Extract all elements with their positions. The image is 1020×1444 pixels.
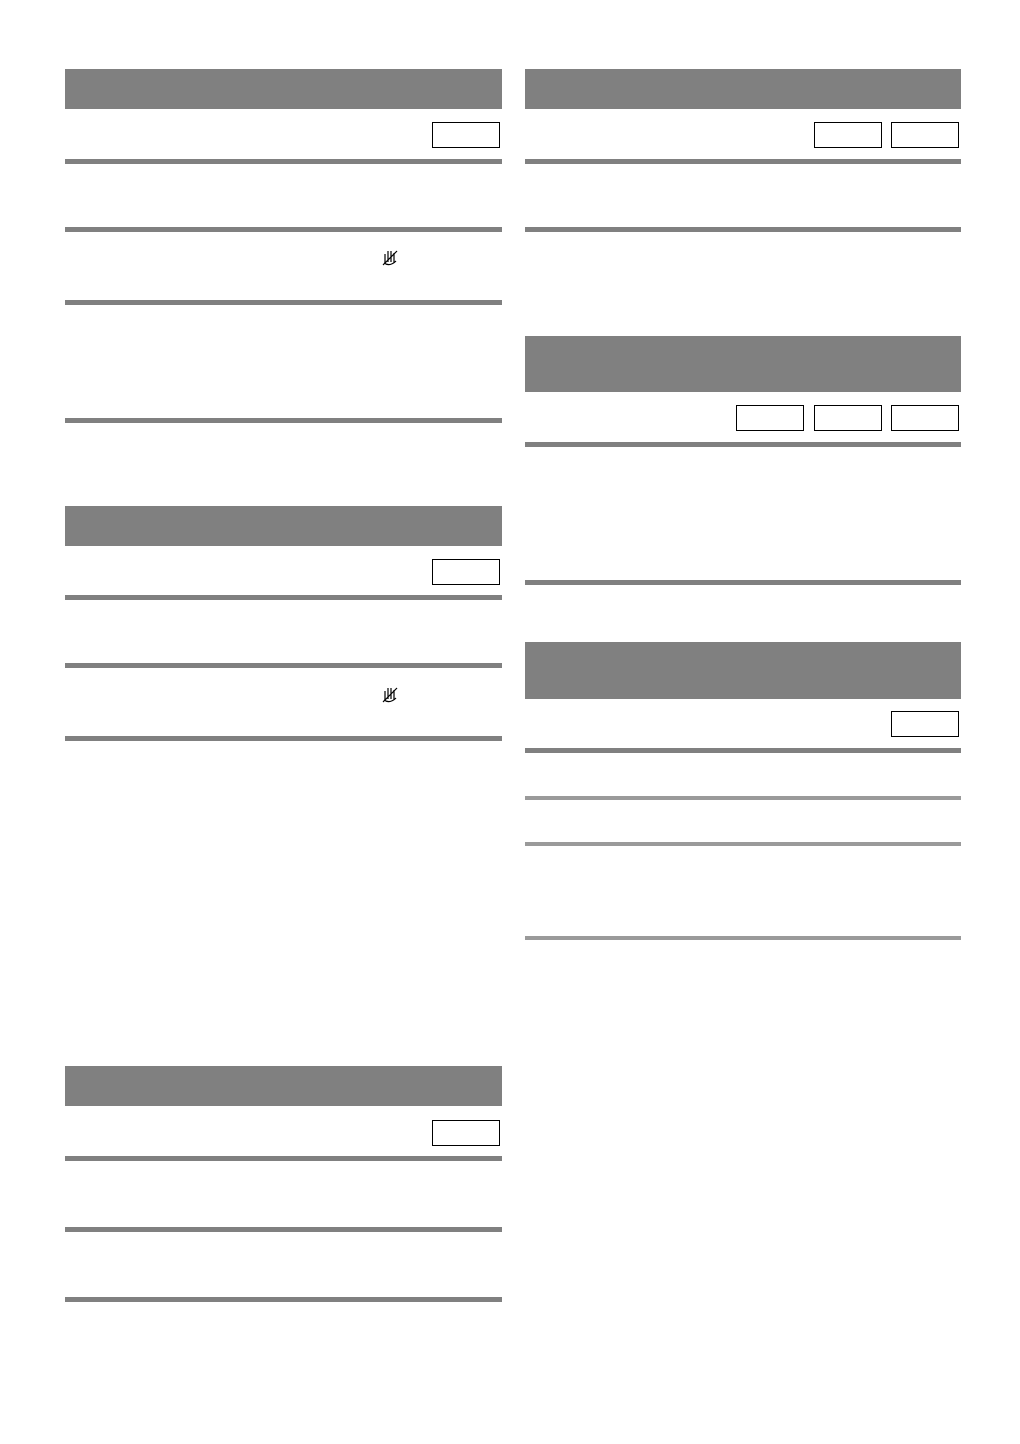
- divider-left-1d: [65, 418, 502, 423]
- section-header-right-1: [525, 69, 961, 109]
- divider-left-2b: [65, 663, 502, 668]
- divider-right-3d: [525, 936, 961, 940]
- format-tag-left-3: [432, 1120, 500, 1146]
- divider-left-2a: [65, 595, 502, 600]
- section-header-right-2: [525, 336, 961, 392]
- divider-left-1a: [65, 159, 502, 164]
- section-header-right-3: [525, 642, 961, 699]
- divider-left-1c: [65, 300, 502, 305]
- divider-right-1b: [525, 227, 961, 232]
- divider-right-3c: [525, 842, 961, 846]
- divider-left-1b: [65, 227, 502, 232]
- format-tag-right-3: [891, 711, 959, 737]
- format-tag-left-2: [432, 559, 500, 585]
- divider-left-2c: [65, 736, 502, 741]
- divider-left-3c: [65, 1297, 502, 1302]
- divider-left-3a: [65, 1156, 502, 1161]
- divider-left-3b: [65, 1227, 502, 1232]
- section-header-left-1: [65, 69, 502, 109]
- divider-right-3a: [525, 748, 961, 753]
- section-header-left-3: [65, 1066, 502, 1106]
- divider-right-2a: [525, 442, 961, 447]
- section-header-left-2: [65, 506, 502, 546]
- divider-right-2b: [525, 580, 961, 585]
- format-tag-right-2a: [736, 405, 804, 431]
- format-tag-right-2c: [891, 405, 959, 431]
- format-tag-right-1b: [891, 122, 959, 148]
- format-tag-right-1a: [814, 122, 882, 148]
- hand-stop-icon: [380, 684, 400, 704]
- format-tag-left-1: [432, 122, 500, 148]
- format-tag-right-2b: [814, 405, 882, 431]
- divider-right-3b: [525, 796, 961, 800]
- divider-right-1a: [525, 159, 961, 164]
- hand-stop-icon: [380, 247, 400, 267]
